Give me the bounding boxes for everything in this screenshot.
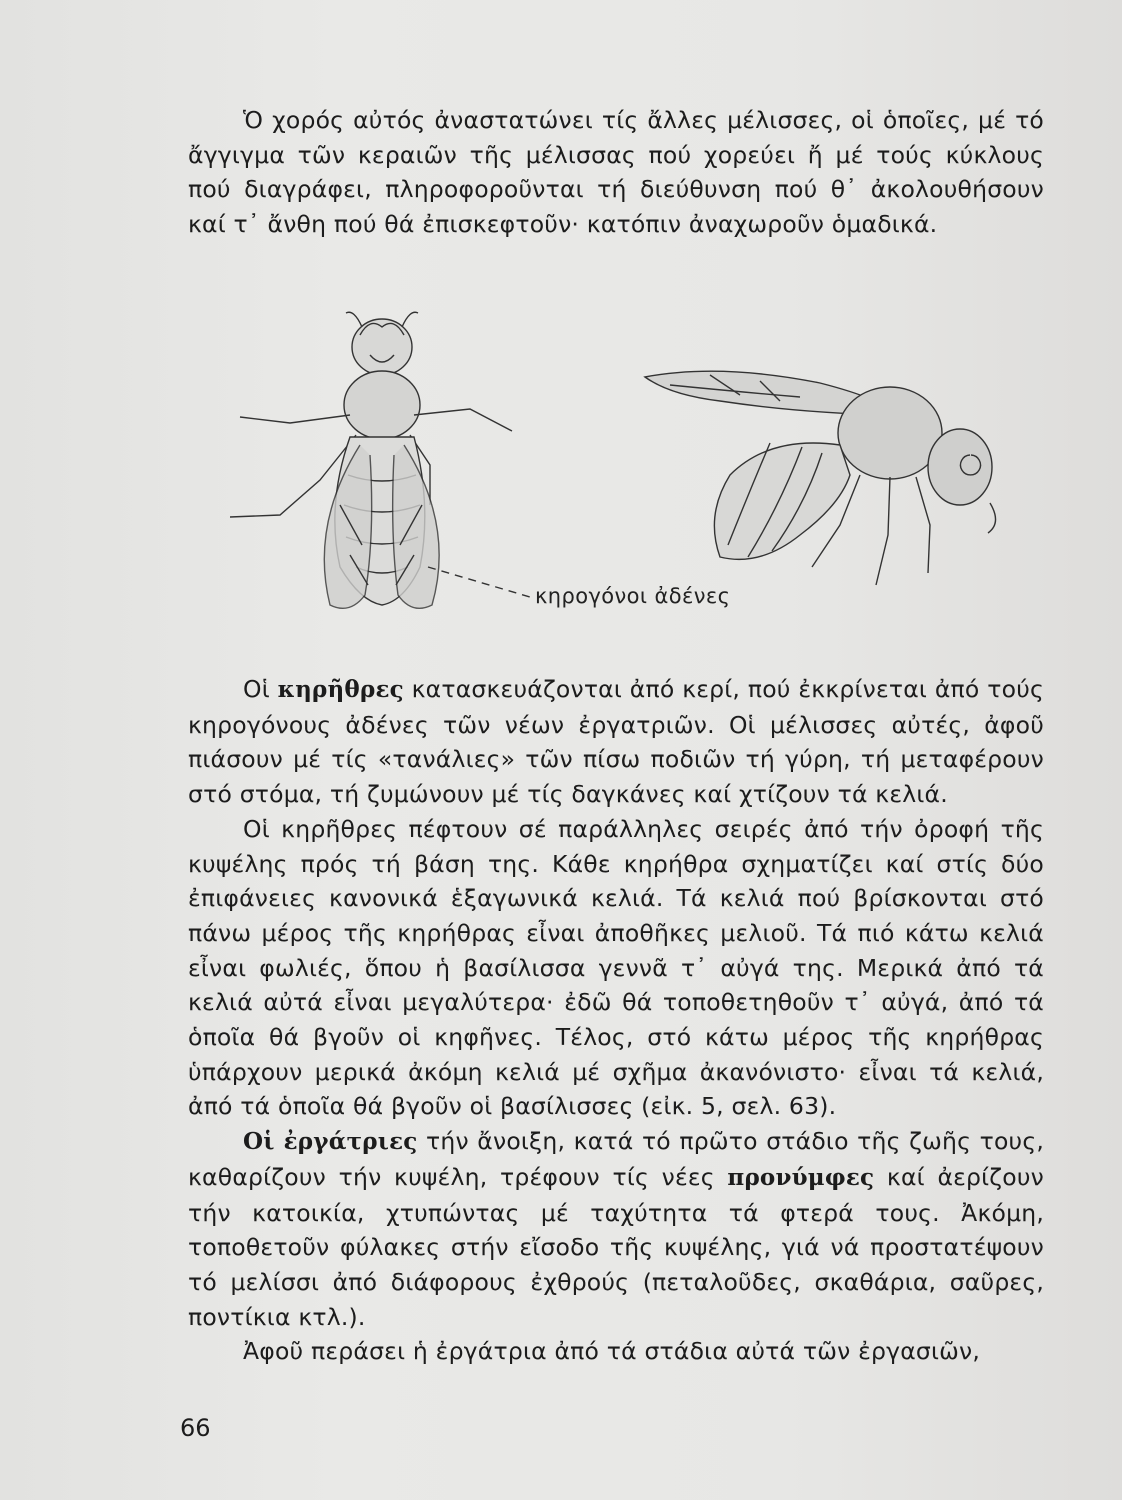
paragraph-cells: Οἱ κηρῆθρες πέφτουν σέ παράλληλες σειρές ἀπό τήν ὀροφή τῆς κυψέλης πρός τή βάση της. Κάθε κηρήθρα σχηματίζει καί στίς δύο ἐπιφάνειες κανονικά ἑξαγωνικά κελιά. Τά κελιά πού βρίσκονται στό πάνω μέρος τῆς κηρήθρας εἶναι ἀποθῆκες μελιοῦ. Τά πιό κάτω κελιά εἶναι φωλιές, ὅπου ἡ βασίλισσα γεννᾶ τ᾿ αὐγά της. Μερικά ἀπό τά κελιά αὐτά εἶναι μεγαλύτερα· ἐδῶ θά τοποθετηθοῦν τ᾿ αὐγά, ἀπό τά ὁποῖα θά βγοῦν οἱ κηφῆνες. Τέλος, στό κάτω μέρος τῆς κηρήθρας ὑπάρχουν μερικά ἀκόμη κελιά μέ σχῆμα ἀκανόνιστο· εἶναι τά κελιά, ἀπό τά ὁποῖα θά βγοῦν οἱ βασίλισσες (εἰκ. 5, σελ. 63). [188,814,1044,1121]
p2-body: κατασκευάζονται ἀπό κερί, πού ἐκκρίνεται ἀπό τούς κηρογόνους ἀδένες τῶν νέων ἐργατριῶν. Οἱ μέλισσες αὐτές, ἀφοῦ πιάσουν μέ τίς «τανάλιες» τῶν πίσω ποδιῶν τή γύρη, τή μεταφέρουν στό στόμα, τή ζυμώνουν μέ τίς δαγκάνες καί χτίζουν τά κελιά. [188,675,1044,809]
bee-side-view-illustration [645,371,996,585]
bee-underside-illustration [230,312,512,608]
opening-paragraph [188,103,1044,242]
term-workers: Οἱ ἐργάτριες [243,1128,418,1156]
term-larvae: προνύμφες [727,1163,875,1191]
paragraph-combs [188,672,1044,812]
page-number: 66 [180,1414,211,1442]
paragraph-continuation: Ἀφοῦ περάσει ἡ ἐργάτρια ἀπό τά στάδια αὐτά τῶν ἐργασιῶν, [243,1337,981,1366]
figure-caption: κηρογόνοι ἀδένες [535,584,731,608]
term-combs: κηρῆθρες [277,676,404,703]
p4-body-2: καί ἀερίζουν τήν κατοικία, χτυπώντας μέ ταχύτητα τά φτερά τους. Ἀκόμη, τοποθετοῦν φύλακες στήν εἴσοδο τῆς κυψέλης, γιά νά προστατέψουν τό μελίσσι ἀπό διάφορους ἐχθρούς (πεταλοῦδες, σκαθάρια, σαῦρες, ποντίκια κτλ.). [188,1162,1044,1331]
caption-pointer [428,567,530,597]
p2-lead: Οἱ [243,675,278,703]
bee-figure-svg [200,305,1020,625]
paragraph-dance: Ὁ χορός αὐτός ἀναστατώνει τίς ἄλλες μέλισσες, οἱ ὁποῖες, μέ τό ἄγγιγμα τῶν κεραιῶν τῆς μέλισσας πού χορεύει ἤ μέ τούς κύκλους πού διαγράφει, πληροφοροῦνται τή διεύθυνση πού θ᾿ ἀκολουθήσουν καί τ᾿ ἄνθη πού θά ἐπισκεφτοῦν· κατόπιν ἀναχωροῦν ὁμαδικά. [188,106,1044,239]
paragraph-workers [188,1124,1044,1334]
body-text [188,672,1044,1369]
bee-illustrations [200,305,1020,625]
p4-body-1: τήν ἄνοιξη, κατά τό πρῶτο στάδιο τῆς ζωῆς τους, καθαρίζουν τήν κυψέλη, τρέφουν τίς νέες [188,1127,1044,1191]
